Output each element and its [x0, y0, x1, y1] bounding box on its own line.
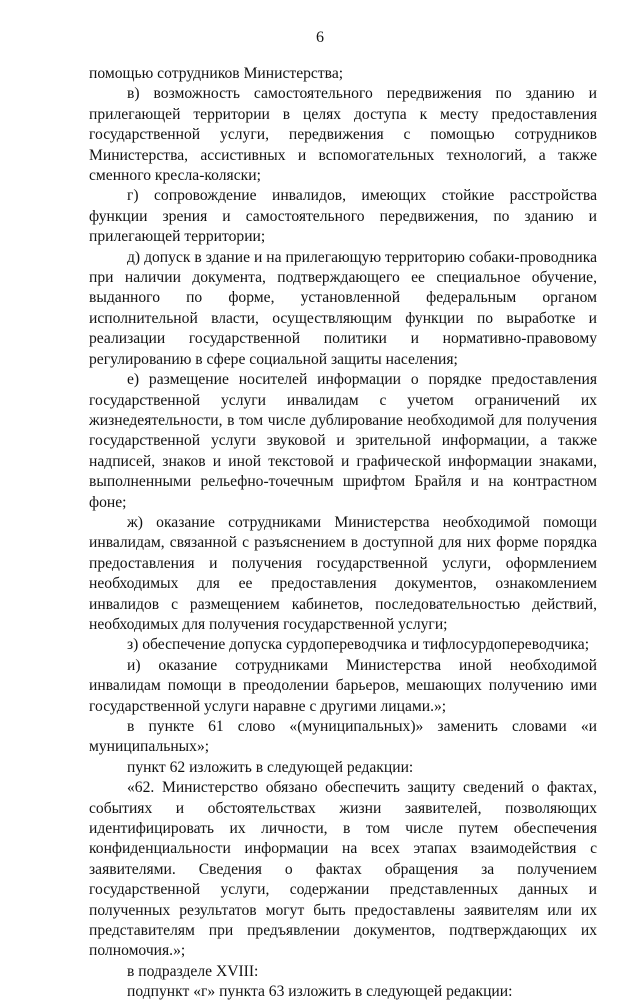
paragraph-item-d: д) допуск в здание и на прилегающую территорию собаки-проводника при наличии документа, подтверждающего ее специальное обучение, выданного по форме, установленной федеральным органом исполнительной власти, осуществляющим функции по выработке и реализации государственной политики и нормативно-правовому регулированию в сфере социальной защиты населения;: [89, 248, 597, 368]
paragraph-continuation: помощью сотрудников Министерства;: [89, 65, 344, 82]
paragraph-item-z: з) обеспечение допуска сурдопереводчика и тифлосурдопереводчика;: [127, 636, 590, 654]
paragraph-clause-62-text: «62. Министерство обязано обеспечить защиту сведений о фактах, событиях и обстоятельствах жизни заявителей, позволяющих идентифицировать их личности, в том числе путем обеспечения конфиденциальности информации на всех этапах взаимодействия с заявителями. Сведения о фактах обращения за получением государственной услуги, содержании представленных данных и полученных результатов могут быть предоставлены заявителям или их представителям при предъявлении документов, подтверждающих их полномочия.»;: [89, 779, 597, 960]
paragraph-item-v: в) возможность самостоятельного передвижения по зданию и прилегающей территории в целях доступа к месту предоставления государственной услуги, передвижения с помощью сотрудников Министерства, ассистивных и вспомогательных технологий, а также сменного кресла-коляски;: [89, 85, 597, 185]
paragraph-item-g: г) сопровождение инвалидов, имеющих стойкие расстройства функции зрения и самостоятельного передвижения, по зданию и прилегающей территории;: [89, 187, 597, 246]
paragraph-clause-62-intro: пункт 62 изложить в следующей редакции:: [127, 758, 414, 776]
paragraph-subsection-xviii: в подразделе XVIII:: [127, 962, 259, 980]
paragraph-item-zh: ж) оказание сотрудниками Министерства необходимой помощи инвалидам, связанной с разъяснением в доступной для них форме порядка предоставления и получения государственной услуги, оформлением необходимых для ее предоставления документов, ознакомлением инвалидов с размещением кабинетов, последовательностью действий, необходимых для получения государственной услуги;: [89, 513, 597, 633]
document-body: [89, 64, 597, 1003]
paragraph-item-e: е) размещение носителей информации о порядке предоставления государственной услуги инвалидам с учетом ограничений их жизнедеятельности, в том числе дублирование необходимой для получения государственной услуги звуковой и зрительной информации, а также надписей, знаков и иной текстовой и графической информации знаками, выполненными рельефно-точечным шрифтом Брайля и на контрастном фоне;: [89, 371, 597, 511]
page-number: 6: [316, 29, 324, 46]
paragraph-clause-63: подпункт «г» пункта 63 изложить в следующей редакции:: [127, 983, 513, 1001]
paragraph-item-i: и) оказание сотрудниками Министерства иной необходимой инвалидам помощи в преодолении барьеров, мешающих получению ими государственной услуги наравне с другими лицами.»;: [89, 656, 597, 715]
paragraph-clause-61: в пункте 61 слово «(муниципальных)» заменить словами «и муниципальных»;: [89, 718, 597, 756]
